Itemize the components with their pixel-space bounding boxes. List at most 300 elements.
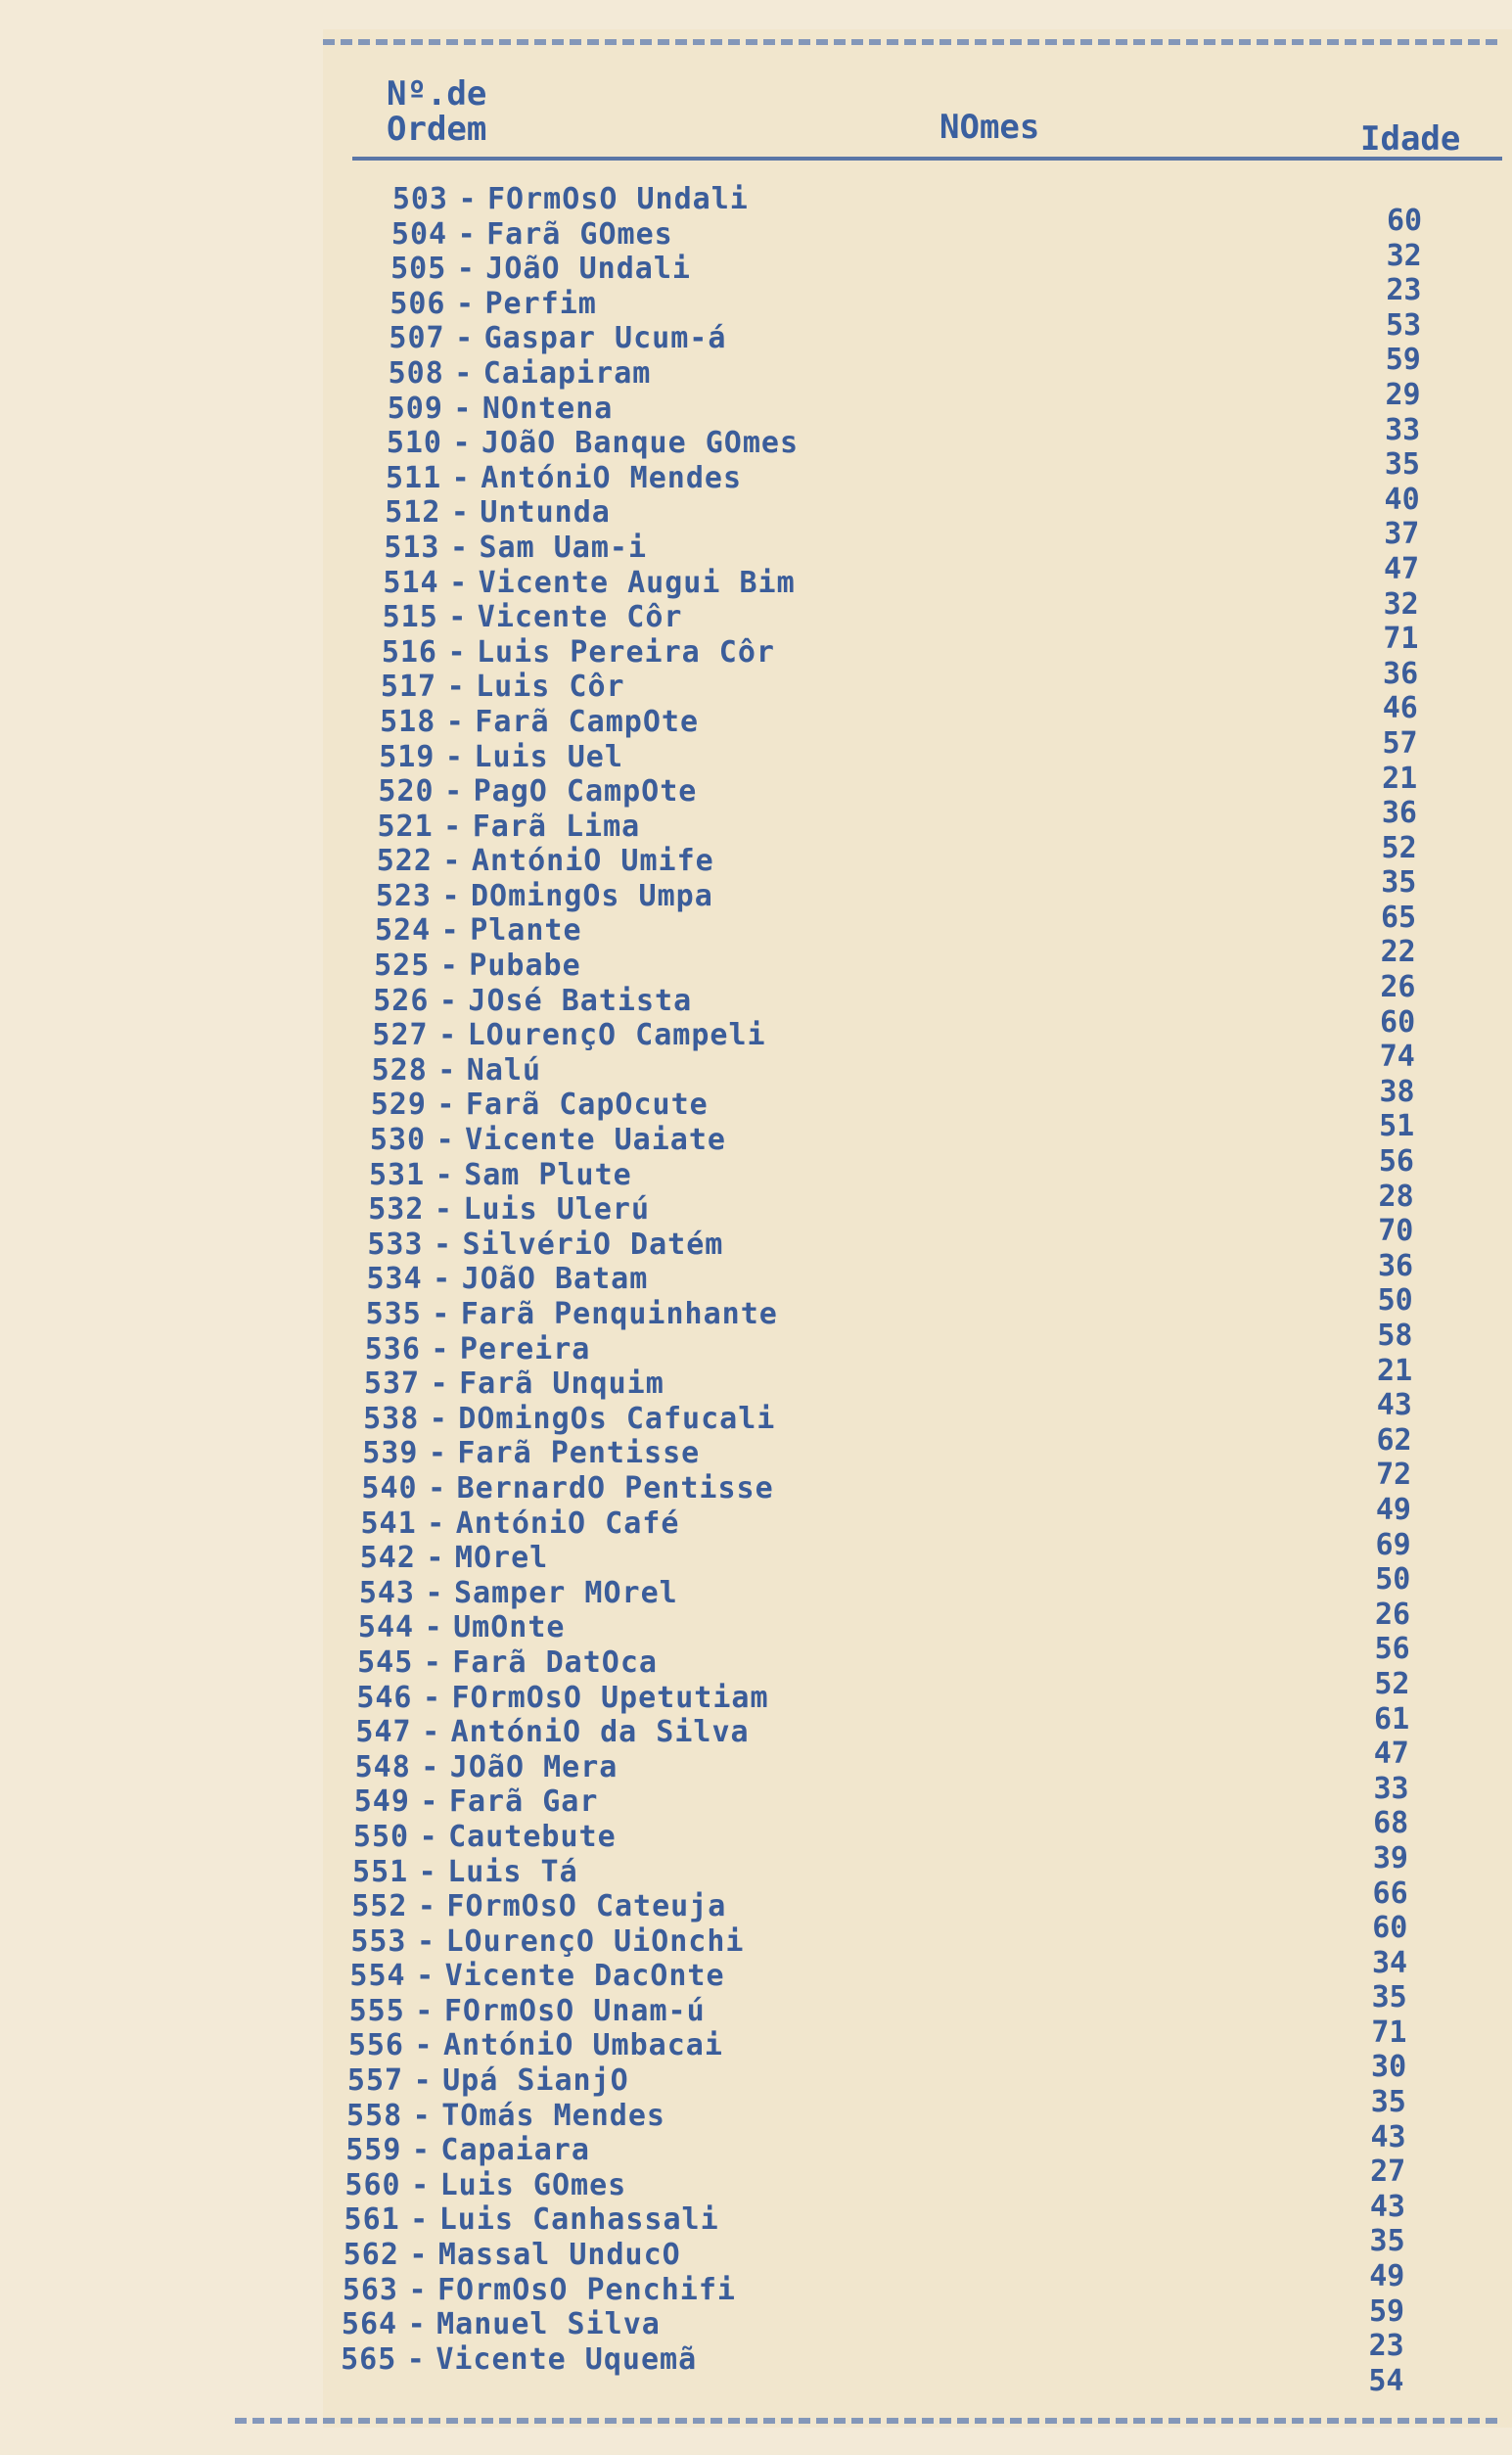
list-item bbox=[360, 1088, 851, 1123]
order-number: 556 bbox=[347, 2028, 404, 2063]
list-item bbox=[346, 1681, 852, 1716]
person-name: DOmingOs Cafucali bbox=[458, 1401, 776, 1436]
list-item bbox=[364, 913, 851, 949]
person-age: 68 bbox=[1373, 1806, 1409, 1841]
order-number: 506 bbox=[389, 286, 446, 321]
person-age: 39 bbox=[1372, 1840, 1408, 1876]
order-number: 523 bbox=[375, 878, 432, 913]
order-number: 565 bbox=[341, 2341, 397, 2377]
dash-separator: - bbox=[438, 983, 458, 1018]
order-number: 512 bbox=[385, 495, 441, 531]
person-age: 56 bbox=[1374, 1632, 1410, 1667]
list-item bbox=[331, 2307, 851, 2342]
order-number: 541 bbox=[360, 1505, 417, 1541]
person-name: Massal UnducO bbox=[437, 2238, 681, 2273]
person-name: AntóniO Umife bbox=[471, 844, 714, 879]
person-age: 32 bbox=[1383, 586, 1419, 622]
list-item bbox=[355, 1297, 851, 1332]
person-age: 47 bbox=[1373, 1737, 1409, 1772]
ages-list bbox=[1341, 204, 1429, 2398]
order-number: 562 bbox=[343, 2238, 399, 2273]
person-name: AntóniO Café bbox=[455, 1505, 680, 1541]
dash-separator: - bbox=[439, 949, 459, 984]
dash-separator: - bbox=[422, 1680, 442, 1715]
dash-separator: - bbox=[450, 495, 470, 531]
order-number: 504 bbox=[390, 216, 448, 252]
order-number: 545 bbox=[357, 1644, 414, 1680]
dash-separator: - bbox=[434, 1192, 453, 1228]
person-name: JOãO Undali bbox=[485, 252, 691, 287]
person-name: Pereira bbox=[459, 1331, 591, 1366]
list-item bbox=[380, 287, 852, 322]
list-item bbox=[334, 2202, 851, 2238]
person-name: Luis GOmes bbox=[439, 2167, 627, 2202]
list-item bbox=[378, 356, 851, 392]
person-name: Gaspar Ucum-á bbox=[483, 321, 727, 356]
list-item bbox=[343, 1820, 851, 1855]
list-item bbox=[382, 182, 851, 217]
dash-separator: - bbox=[449, 565, 469, 600]
list-item bbox=[356, 1262, 851, 1297]
person-age: 54 bbox=[1368, 2363, 1404, 2398]
list-item bbox=[338, 2028, 851, 2063]
list-item bbox=[358, 1158, 851, 1193]
order-number: 547 bbox=[355, 1715, 412, 1750]
person-age: 35 bbox=[1370, 2085, 1406, 2120]
names-list bbox=[343, 182, 851, 2377]
order-number: 509 bbox=[387, 391, 443, 426]
person-name: NOntena bbox=[481, 391, 614, 426]
list-item bbox=[351, 1436, 851, 1471]
person-age: 23 bbox=[1386, 273, 1422, 308]
header-order-number bbox=[387, 76, 486, 147]
person-name: Vicente Côr bbox=[477, 600, 683, 635]
order-number: 510 bbox=[386, 426, 442, 461]
person-age: 65 bbox=[1380, 900, 1417, 935]
dash-separator: - bbox=[441, 878, 461, 913]
order-number: 515 bbox=[382, 600, 438, 635]
order-number: 548 bbox=[354, 1749, 411, 1784]
order-number: 517 bbox=[380, 670, 437, 705]
person-name: Farã Unquim bbox=[459, 1366, 664, 1402]
order-number: 525 bbox=[374, 949, 431, 984]
order-number: 503 bbox=[391, 182, 448, 216]
person-age: 36 bbox=[1377, 1248, 1414, 1283]
person-name: Caiapiram bbox=[482, 355, 652, 391]
person-age: 22 bbox=[1380, 935, 1416, 970]
order-number: 511 bbox=[386, 460, 442, 495]
order-number: 554 bbox=[349, 1959, 406, 1994]
dash-separator: - bbox=[443, 809, 463, 844]
person-name: Farã Gar bbox=[448, 1784, 599, 1820]
person-age: 62 bbox=[1376, 1422, 1412, 1458]
dash-separator: - bbox=[433, 1227, 453, 1262]
person-age: 35 bbox=[1371, 1980, 1407, 2015]
order-number: 550 bbox=[352, 1819, 410, 1854]
order-number: 513 bbox=[384, 530, 440, 565]
person-age: 36 bbox=[1381, 796, 1417, 831]
person-name: Luis Ulerú bbox=[463, 1192, 651, 1228]
dash-separator: - bbox=[417, 1889, 436, 1924]
dash-separator: - bbox=[445, 704, 465, 739]
dash-separator: - bbox=[449, 530, 470, 565]
person-age: 43 bbox=[1376, 1388, 1412, 1423]
order-number: 533 bbox=[367, 1227, 424, 1262]
list-item bbox=[368, 740, 851, 775]
person-name: Samper MOrel bbox=[454, 1575, 678, 1610]
person-age: 60 bbox=[1372, 1911, 1408, 1946]
list-item bbox=[362, 984, 851, 1019]
person-name: UmOnte bbox=[453, 1610, 566, 1645]
person-name: Luis Côr bbox=[476, 670, 625, 705]
order-number: 520 bbox=[378, 774, 435, 810]
dash-separator: - bbox=[426, 1541, 445, 1576]
person-age: 70 bbox=[1378, 1214, 1414, 1249]
person-name: LOurençO UiOnchi bbox=[445, 1923, 745, 1959]
person-name: Vicente DacOnte bbox=[444, 1959, 725, 1994]
order-number: 563 bbox=[342, 2272, 398, 2307]
dash-separator: - bbox=[412, 2098, 432, 2133]
order-number: 537 bbox=[363, 1366, 421, 1402]
dash-separator: - bbox=[413, 2063, 433, 2099]
list-item bbox=[381, 217, 851, 253]
person-age: 71 bbox=[1383, 622, 1419, 657]
list-item bbox=[367, 810, 851, 845]
header-order-number-line2: Ordem bbox=[387, 110, 487, 149]
person-name: AntóniO da Silva bbox=[450, 1715, 750, 1750]
person-age: 35 bbox=[1381, 865, 1417, 901]
person-name: Farã CampOte bbox=[475, 704, 700, 739]
list-item bbox=[332, 2273, 851, 2308]
dash-separator: - bbox=[425, 1575, 444, 1610]
list-item bbox=[349, 1541, 851, 1576]
dash-separator: - bbox=[444, 774, 464, 810]
person-name: PagO CampOte bbox=[473, 774, 698, 810]
dash-separator: - bbox=[435, 1157, 454, 1192]
dash-separator: - bbox=[420, 1784, 439, 1820]
order-number: 552 bbox=[351, 1889, 408, 1924]
list-item bbox=[335, 2133, 851, 2168]
list-item bbox=[351, 1471, 851, 1506]
list-item bbox=[376, 426, 851, 461]
dash-separator: - bbox=[409, 2238, 429, 2273]
person-name: Vicente Augui Bim bbox=[478, 565, 796, 600]
person-name: FOrmOsO Penchifi bbox=[437, 2272, 736, 2307]
dash-separator: - bbox=[447, 634, 467, 670]
order-number: 542 bbox=[359, 1541, 416, 1576]
person-age: 59 bbox=[1368, 2293, 1405, 2329]
dash-separator: - bbox=[411, 2167, 431, 2202]
person-age: 33 bbox=[1385, 412, 1421, 447]
person-age: 59 bbox=[1385, 343, 1421, 378]
list-item bbox=[342, 1855, 851, 1890]
order-number: 524 bbox=[375, 913, 432, 949]
person-name: Luis Tá bbox=[447, 1854, 578, 1889]
list-item bbox=[344, 1784, 851, 1820]
list-item bbox=[361, 1053, 851, 1089]
list-item bbox=[337, 2063, 851, 2099]
person-age: 49 bbox=[1369, 2259, 1405, 2294]
person-age: 38 bbox=[1379, 1074, 1415, 1109]
order-number: 551 bbox=[352, 1854, 409, 1889]
list-item bbox=[352, 1402, 851, 1437]
person-age: 71 bbox=[1371, 2015, 1407, 2050]
list-item bbox=[330, 2342, 851, 2378]
dash-separator: - bbox=[444, 739, 464, 774]
list-item bbox=[377, 392, 851, 427]
order-number: 527 bbox=[372, 1018, 429, 1053]
order-number: 531 bbox=[369, 1157, 426, 1192]
list-item bbox=[347, 1610, 851, 1645]
person-name: Luis Uel bbox=[474, 739, 623, 774]
person-name: MOrel bbox=[454, 1541, 549, 1576]
order-number: 538 bbox=[363, 1401, 420, 1436]
order-number: 529 bbox=[370, 1088, 427, 1123]
dash-separator: - bbox=[437, 1052, 457, 1088]
list-item bbox=[346, 1645, 851, 1681]
dash-separator: - bbox=[429, 1401, 448, 1436]
person-name: Plante bbox=[470, 913, 582, 949]
order-number: 532 bbox=[368, 1192, 425, 1228]
list-item bbox=[370, 670, 851, 705]
person-age: 29 bbox=[1385, 377, 1421, 412]
order-number: 539 bbox=[362, 1436, 419, 1471]
person-age: 26 bbox=[1374, 1597, 1411, 1632]
person-name: FOrmOsO Undali bbox=[487, 182, 749, 216]
list-item bbox=[344, 1750, 851, 1785]
dash-separator: - bbox=[458, 182, 478, 216]
list-item bbox=[375, 461, 851, 496]
order-number: 553 bbox=[350, 1923, 407, 1959]
list-item bbox=[373, 566, 851, 601]
person-age: 46 bbox=[1382, 691, 1418, 726]
order-number: 526 bbox=[373, 983, 430, 1018]
person-name: Farã DatOca bbox=[452, 1644, 658, 1680]
order-number: 536 bbox=[364, 1331, 421, 1366]
order-number: 514 bbox=[383, 565, 439, 600]
order-number: 558 bbox=[346, 2098, 403, 2133]
person-name: Luis Pereira Côr bbox=[477, 634, 775, 670]
person-name: LOurençO Campeli bbox=[467, 1018, 766, 1053]
person-name: Vicente Uaiate bbox=[465, 1123, 726, 1158]
order-number: 519 bbox=[379, 739, 435, 774]
order-number: 508 bbox=[388, 355, 444, 391]
person-age: 32 bbox=[1386, 238, 1422, 273]
person-age: 49 bbox=[1375, 1492, 1411, 1527]
person-name: Sam Uam-i bbox=[479, 530, 648, 565]
dash-separator: - bbox=[407, 2307, 427, 2342]
list-item bbox=[369, 705, 851, 740]
person-name: Farã Lima bbox=[472, 809, 641, 844]
dash-separator: - bbox=[419, 1819, 438, 1854]
list-item bbox=[336, 2099, 851, 2134]
person-age: 35 bbox=[1369, 2224, 1405, 2259]
dash-separator: - bbox=[448, 600, 468, 635]
list-item bbox=[353, 1366, 851, 1402]
person-age: 51 bbox=[1379, 1109, 1415, 1144]
order-number: 516 bbox=[381, 634, 437, 670]
person-name: AntóniO Mendes bbox=[481, 460, 743, 495]
order-number: 557 bbox=[346, 2063, 404, 2099]
order-number: 559 bbox=[345, 2133, 402, 2168]
list-item bbox=[341, 1924, 852, 1960]
person-age: 43 bbox=[1369, 2189, 1405, 2224]
order-number: 535 bbox=[365, 1297, 422, 1331]
list-item bbox=[374, 531, 852, 566]
list-item bbox=[380, 252, 851, 287]
list-item bbox=[363, 949, 851, 984]
person-age: 23 bbox=[1368, 2329, 1404, 2364]
dash-separator: - bbox=[432, 1297, 451, 1331]
person-age: 60 bbox=[1380, 1004, 1416, 1040]
header-rule bbox=[352, 157, 1502, 161]
list-item bbox=[345, 1715, 851, 1750]
person-age: 28 bbox=[1378, 1179, 1414, 1214]
dash-separator: - bbox=[431, 1331, 450, 1366]
dash-separator: - bbox=[406, 2341, 426, 2377]
list-item bbox=[368, 774, 851, 810]
dash-separator: - bbox=[418, 1854, 437, 1889]
list-item bbox=[372, 600, 851, 635]
person-name: Cautebute bbox=[448, 1819, 617, 1854]
person-name: JOãO Batam bbox=[461, 1262, 649, 1297]
person-name: Farã Penquinhante bbox=[460, 1297, 778, 1331]
person-age: 61 bbox=[1374, 1701, 1410, 1737]
person-name: Farã Pentisse bbox=[457, 1436, 701, 1471]
person-name: JOsé Batista bbox=[468, 983, 693, 1018]
dash-separator: - bbox=[410, 2202, 430, 2238]
dash-separator: - bbox=[414, 2028, 434, 2063]
top-dashed-rule bbox=[323, 39, 1497, 45]
person-age: 36 bbox=[1383, 656, 1419, 691]
dash-separator: - bbox=[411, 2133, 431, 2168]
dash-separator: - bbox=[408, 2272, 428, 2307]
list-item bbox=[350, 1506, 851, 1542]
dash-separator: - bbox=[428, 1470, 447, 1505]
header-order-number-line1: Nº.de bbox=[387, 74, 487, 114]
order-number: 564 bbox=[341, 2307, 398, 2342]
dash-separator: - bbox=[415, 1993, 435, 2028]
person-age: 35 bbox=[1384, 447, 1420, 483]
person-name: FOrmOsO Cateuja bbox=[446, 1889, 727, 1924]
person-name: TOmás Mendes bbox=[441, 2098, 665, 2133]
person-name: Manuel Silva bbox=[436, 2307, 661, 2342]
order-number: 518 bbox=[380, 704, 436, 739]
list-item bbox=[354, 1332, 851, 1367]
person-age: 21 bbox=[1382, 761, 1418, 796]
list-item bbox=[359, 1123, 851, 1158]
person-age: 30 bbox=[1371, 2050, 1407, 2085]
person-age: 53 bbox=[1386, 307, 1422, 343]
list-item bbox=[374, 495, 851, 531]
person-age: 34 bbox=[1371, 1945, 1408, 1980]
dash-separator: - bbox=[438, 1018, 458, 1053]
person-age: 50 bbox=[1377, 1283, 1413, 1319]
dash-separator: - bbox=[454, 355, 474, 391]
person-name: SilvériO Datém bbox=[462, 1227, 724, 1262]
dash-separator: - bbox=[436, 1088, 456, 1123]
dash-separator: - bbox=[430, 1366, 449, 1402]
person-name: Upá SianjO bbox=[442, 2063, 629, 2099]
person-age: 66 bbox=[1372, 1876, 1408, 1911]
order-number: 505 bbox=[390, 252, 447, 287]
dash-separator: - bbox=[435, 1123, 455, 1158]
list-item bbox=[340, 1959, 851, 1994]
person-name: Pubabe bbox=[469, 949, 581, 984]
list-item bbox=[371, 635, 851, 671]
dash-separator: - bbox=[416, 1959, 435, 1994]
list-item bbox=[348, 1576, 851, 1611]
person-age: 21 bbox=[1377, 1353, 1413, 1388]
list-item bbox=[335, 2168, 851, 2203]
dash-separator: - bbox=[455, 286, 476, 321]
order-number: 528 bbox=[371, 1052, 428, 1088]
person-age: 52 bbox=[1374, 1666, 1410, 1701]
person-name: BernardO Pentisse bbox=[456, 1470, 774, 1505]
list-item bbox=[357, 1192, 851, 1228]
person-age: 26 bbox=[1380, 970, 1416, 1005]
person-age: 69 bbox=[1375, 1527, 1411, 1562]
person-name: Farã GOmes bbox=[486, 216, 673, 252]
person-name: Perfim bbox=[484, 286, 597, 321]
list-item bbox=[362, 1018, 851, 1053]
person-name: Nalú bbox=[466, 1052, 542, 1088]
person-name: Farã CapOcute bbox=[465, 1088, 709, 1123]
person-name: Untunda bbox=[480, 495, 611, 531]
order-number: 543 bbox=[358, 1575, 415, 1610]
dash-separator: - bbox=[422, 1715, 441, 1750]
order-number: 544 bbox=[357, 1610, 415, 1645]
dash-separator: - bbox=[452, 426, 472, 461]
person-age: 33 bbox=[1373, 1771, 1409, 1806]
person-age: 60 bbox=[1386, 204, 1423, 238]
bottom-dashed-rule bbox=[235, 2418, 1497, 2424]
order-number: 507 bbox=[389, 321, 445, 356]
order-number: 546 bbox=[356, 1680, 413, 1715]
person-age: 37 bbox=[1384, 517, 1420, 552]
person-name: FOrmOsO Upetutiam bbox=[451, 1680, 769, 1715]
person-name: FOrmOsO Unam-ú bbox=[443, 1993, 706, 2028]
dash-separator: - bbox=[421, 1749, 440, 1784]
order-number: 549 bbox=[353, 1784, 410, 1820]
header-names: NOmes bbox=[939, 108, 1040, 147]
dash-separator: - bbox=[446, 670, 466, 705]
dash-separator: - bbox=[453, 391, 473, 426]
person-age: 27 bbox=[1370, 2154, 1406, 2190]
order-number: 534 bbox=[366, 1262, 423, 1297]
order-number: 522 bbox=[376, 844, 433, 879]
person-age: 74 bbox=[1379, 1040, 1415, 1075]
dash-separator: - bbox=[428, 1436, 447, 1471]
person-name: Luis Canhassali bbox=[438, 2202, 719, 2238]
dash-separator: - bbox=[427, 1505, 446, 1541]
dash-separator: - bbox=[442, 844, 462, 879]
list-item bbox=[339, 1994, 851, 2029]
person-name: Sam Plute bbox=[464, 1157, 632, 1192]
person-age: 72 bbox=[1376, 1458, 1412, 1493]
person-age: 58 bbox=[1377, 1319, 1413, 1353]
person-name: Vicente Uquemã bbox=[435, 2341, 698, 2377]
list-item bbox=[357, 1228, 852, 1263]
person-name: DOmingOs Umpa bbox=[471, 878, 713, 913]
person-age: 57 bbox=[1382, 725, 1418, 761]
dash-separator: - bbox=[416, 1923, 436, 1959]
order-number: 555 bbox=[348, 1993, 405, 2028]
order-number: 540 bbox=[361, 1470, 418, 1505]
dash-separator: - bbox=[455, 321, 475, 356]
person-name: JOãO Banque GOmes bbox=[481, 426, 800, 461]
list-item bbox=[365, 879, 851, 914]
